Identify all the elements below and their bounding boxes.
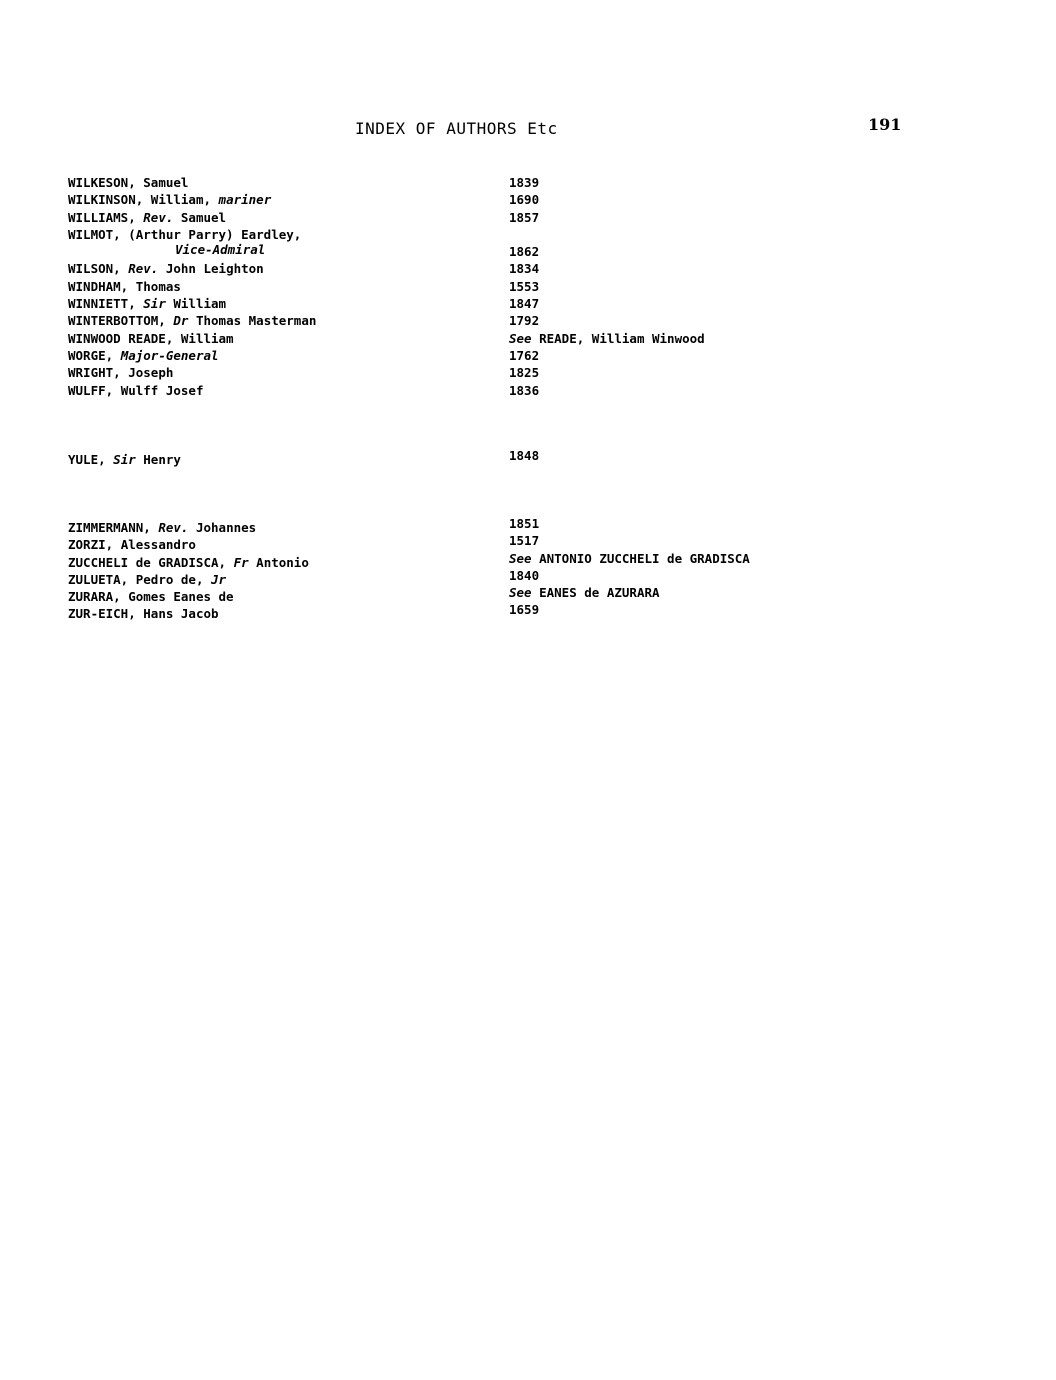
entry-given: Samuel bbox=[143, 175, 189, 190]
entry-surname: ZURARA, bbox=[68, 589, 121, 605]
entry-suffix: mariner bbox=[218, 192, 272, 208]
entry-title: Dr bbox=[173, 313, 189, 329]
entry-surname: WILMOT, bbox=[68, 226, 121, 242]
page-header bbox=[0, 115, 1056, 143]
entry-year: 1848 bbox=[509, 448, 540, 463]
index-entry bbox=[68, 383, 968, 400]
entry-surname: ZIMMERMANN, bbox=[68, 520, 151, 535]
index-entry bbox=[68, 296, 968, 313]
entry-surname: ZULUETA, bbox=[68, 571, 129, 587]
see-target: ANTONIO ZUCCHELI de GRADISCA bbox=[539, 550, 750, 566]
index-entry bbox=[68, 279, 968, 296]
entry-given: Samuel bbox=[180, 209, 227, 225]
entry-given: Pedro de, bbox=[135, 571, 204, 587]
index-entry bbox=[68, 348, 968, 365]
entry-given: William, bbox=[150, 192, 212, 208]
index-section-y bbox=[68, 448, 968, 465]
entry-title: Rev. bbox=[128, 261, 159, 277]
index-entry bbox=[68, 365, 968, 382]
index-section-w bbox=[68, 175, 968, 400]
entry-surname: WINTERBOTTOM, bbox=[68, 313, 166, 329]
entry-given: John Leighton bbox=[165, 261, 264, 277]
entry-title: Rev. bbox=[158, 520, 189, 535]
entry-year: 1553 bbox=[509, 278, 540, 294]
entry-year: 1825 bbox=[509, 365, 540, 381]
entry-year: 1834 bbox=[509, 261, 540, 277]
entry-year: 1690 bbox=[509, 192, 540, 208]
index-entry bbox=[68, 313, 968, 330]
entry-suffix: Jr bbox=[211, 571, 227, 587]
entry-title: Sir bbox=[113, 452, 136, 467]
entry-surname: ZUCCHELI de GRADISCA, bbox=[68, 554, 227, 570]
entry-surname: WILKESON, bbox=[68, 175, 136, 190]
see-prefix: See bbox=[509, 330, 532, 346]
entry-title: Rev. bbox=[143, 209, 174, 225]
index-entry bbox=[68, 331, 968, 348]
entry-given: Thomas bbox=[135, 278, 181, 294]
index-section-z bbox=[68, 516, 968, 620]
entry-year: 1836 bbox=[509, 382, 540, 398]
index-entry bbox=[68, 516, 968, 533]
entry-surname: ZORZI, bbox=[68, 537, 114, 553]
index-entry bbox=[68, 448, 968, 465]
see-target: EANES de AZURARA bbox=[539, 585, 660, 601]
entry-year: 1517 bbox=[509, 533, 540, 549]
entry-given: Alessandro bbox=[120, 537, 196, 553]
entry-surname: WINWOOD READE, bbox=[68, 330, 174, 346]
entry-given: Thomas Masterman bbox=[195, 313, 317, 329]
entry-year: 1840 bbox=[509, 567, 540, 583]
entry-year: 1851 bbox=[509, 516, 540, 531]
entry-surname: ZUR-EICH, bbox=[68, 606, 136, 622]
entry-given: Henry bbox=[143, 452, 181, 467]
index-entry bbox=[68, 175, 968, 192]
entry-title: Fr bbox=[233, 554, 249, 570]
entry-given: Wulff Josef bbox=[120, 382, 204, 398]
entry-surname: WINDHAM, bbox=[68, 278, 129, 294]
index-entry bbox=[68, 602, 968, 622]
index-entry bbox=[68, 568, 968, 585]
entry-given: Johannes bbox=[195, 520, 257, 535]
see-target: READE, William Winwood bbox=[539, 330, 705, 346]
see-prefix: See bbox=[509, 585, 532, 601]
index-entry bbox=[68, 551, 968, 568]
entry-year: 1862 bbox=[509, 244, 540, 260]
entry-cross-reference bbox=[509, 585, 660, 600]
entry-surname: WILSON, bbox=[68, 261, 121, 277]
entry-surname: WRIGHT, bbox=[68, 365, 121, 381]
entry-given: Hans Jacob bbox=[143, 606, 219, 622]
index-entry bbox=[68, 210, 968, 227]
entry-year: 1847 bbox=[509, 296, 540, 312]
entry-year: 1839 bbox=[509, 175, 540, 190]
entry-given: (Arthur Parry) Eardley, bbox=[128, 226, 302, 242]
index-entry bbox=[68, 261, 968, 278]
entry-cross-reference bbox=[509, 551, 750, 566]
entry-surname: WULFF, bbox=[68, 382, 114, 398]
index-entry bbox=[68, 533, 968, 553]
entry-title: Major-General bbox=[120, 347, 219, 363]
entry-given: Antonio bbox=[256, 554, 309, 570]
entry-year: 1762 bbox=[509, 347, 540, 363]
page-title: INDEX OF AUTHORS Etc bbox=[355, 119, 558, 138]
entry-continuation: Vice-Admiral bbox=[175, 241, 266, 257]
entry-surname: WINNIETT, bbox=[68, 296, 136, 312]
entry-year: 1857 bbox=[509, 209, 540, 225]
entry-surname: WILLIAMS, bbox=[68, 209, 136, 225]
see-prefix: See bbox=[509, 550, 532, 566]
index-entry bbox=[68, 192, 968, 209]
entry-given: William bbox=[173, 296, 227, 312]
entry-surname: YULE, bbox=[68, 452, 106, 467]
entry-surname: WORGE, bbox=[68, 347, 114, 363]
entry-given: Joseph bbox=[128, 365, 174, 381]
entry-given: Gomes Eanes de bbox=[128, 589, 234, 605]
index-entry bbox=[68, 227, 968, 262]
page-number: 191 bbox=[868, 115, 902, 134]
entry-given: William bbox=[180, 330, 234, 346]
index-entry bbox=[68, 585, 968, 605]
entry-year: 1792 bbox=[509, 313, 540, 329]
entry-surname: WILKINSON, bbox=[68, 192, 144, 208]
entry-title: Sir bbox=[143, 296, 166, 312]
entry-cross-reference bbox=[509, 331, 705, 346]
entry-year: 1659 bbox=[509, 602, 540, 618]
